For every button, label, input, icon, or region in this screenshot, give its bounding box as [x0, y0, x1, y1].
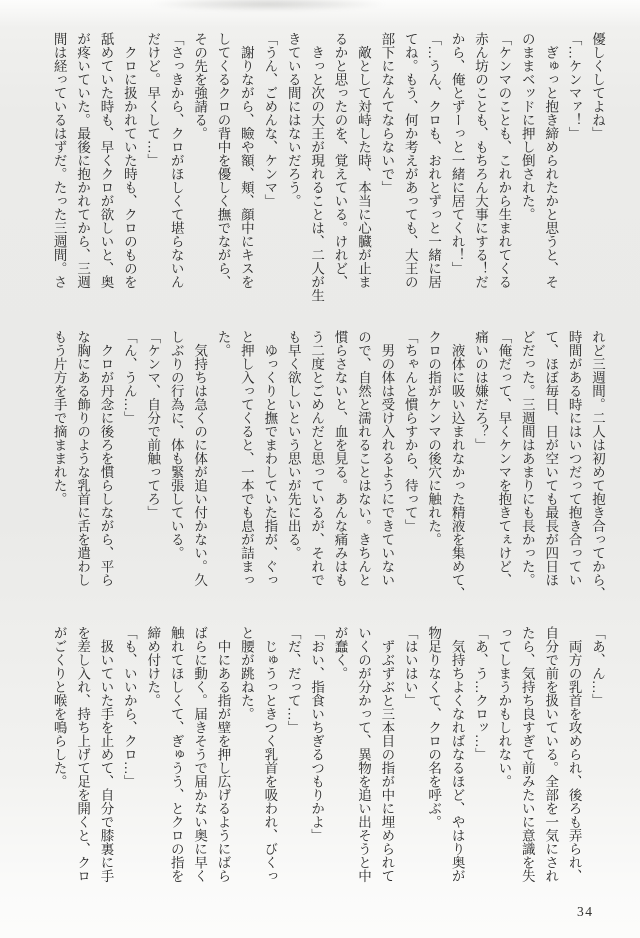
text-column: 部下になんてならないで」 [379, 32, 395, 194]
text-column: 両方の乳首を攻められ、後ろも弄られ、 [566, 626, 582, 883]
text-column: 気持ちよくなればなるほど、やはり奥が [449, 626, 465, 883]
text-column: クロに扱かれていた時も、クロのものを [121, 32, 137, 289]
text-column: してくるクロの背中を優しく撫でながら、 [215, 32, 231, 289]
text-column: ばらに動く。届きそうで届かない奥に早く [192, 626, 208, 883]
text-column: 「も、いいから、クロ…」 [121, 626, 137, 788]
text-column: どだった。三週間はあまりにも長かった。 [519, 330, 535, 587]
text-column: 男の体は受け入れるようにできていない [379, 330, 395, 587]
text-column: いくのが分かって、異物を追い出そうと中 [355, 626, 371, 883]
text-column: も早く欲しいという思いが先に出る。 [285, 330, 301, 560]
text-column: 間は経っているはずだ。たった三週間。さ [51, 32, 67, 289]
text-column: が疼いていた。最後に抱かれてから、三週 [75, 32, 91, 289]
text-column: 自分で前を扱いている。全部を一気にされ [543, 626, 559, 883]
text-column: しぶりの行為に、体も緊張している。 [168, 330, 184, 560]
text-column: 触れてほしくて、ぎゅうう、とクロの指を [168, 626, 184, 883]
text-column: クロの指がケンマの後穴に触れた。 [426, 330, 442, 546]
text-column: 「うん、ごめんな、ケンマ」 [262, 32, 278, 208]
text-column: ので、自然と濡れることはない。きちんと [355, 330, 371, 587]
text-column: 液体に吸い込まれなかった精液を集めて、 [449, 330, 465, 600]
text-column: 優しくしてよね」 [590, 32, 605, 140]
text-column: が蠢く。 [332, 626, 348, 680]
text-column: ゆっくりと撫でまわしていた指が、ぐっ [262, 330, 278, 587]
text-column: 慣らさないと、血を見る。あんな痛みはも [332, 330, 348, 587]
text-column: 「ケンマのことも、これから生まれてくる [496, 32, 512, 289]
text-column: 物足りなくて、クロの名を呼ぶ。 [426, 626, 442, 829]
text-column: クロが丹念に後ろを慣らしながら、平ら [98, 330, 114, 587]
text-column: 中にある指が壁を押し広げるようにばら [215, 626, 231, 883]
text-column: きている間にはないだろう。 [285, 32, 301, 208]
text-column: 気持ちは急くのに体が追い付かない。久 [192, 330, 208, 587]
text-column: 扱いていた手を止めて、自分で膝裏に手 [98, 626, 114, 883]
text-column: 「俺だって、早くケンマを抱きてぇけど、 [496, 330, 512, 587]
text-column: てね。もう、何か考えがあっても、大王の [402, 32, 418, 289]
text-column: 「はいはい」 [402, 626, 418, 707]
text-column: 痛いのは嫌だろ？」 [472, 330, 488, 452]
text-column: 敵として対峙した時、本当に心臓が止ま [355, 32, 371, 289]
text-column: 謝りながら、瞼や額、頬、顔中にキスを [238, 32, 254, 289]
text-column: から、俺とずーっと一緒に居てくれ！」 [449, 32, 465, 275]
text-column: 「さっきから、クロがほしくて堪らないん [168, 32, 184, 289]
text-band-1 [47, 32, 609, 310]
text-band-3 [47, 626, 609, 904]
text-column: れど三週間。二人は初めて抱き合ってから、 [590, 330, 605, 600]
text-column: きっと次の大王が現れることは、二人が生 [309, 32, 325, 302]
text-column: と押し入ってくると、一本でも息が詰まっ [238, 330, 254, 587]
text-column: 「おい、指食いちぎるつもりかよ」 [309, 626, 325, 842]
text-column: 「だ、だって…」 [285, 626, 301, 734]
text-column: もう片方を手で摘ままれた。 [51, 330, 67, 506]
text-column: 「ん、うん…」 [121, 330, 137, 425]
text-column: う二度とごめんだと思っているが、それで [309, 330, 325, 587]
text-column: がごくりと喉を鳴らした。 [51, 626, 67, 788]
text-column: な胸にある飾りのような乳首に舌を遣わし [75, 330, 91, 587]
text-column: その先を強請る。 [192, 32, 208, 140]
page-number: 34 [577, 904, 594, 919]
text-column: 「あ、ん…」 [590, 626, 605, 707]
scan-artifact-smudge [148, 0, 388, 11]
text-column: 「あ、う…クロッ…」 [472, 626, 488, 761]
text-column: た。 [215, 330, 231, 357]
text-column: 舐めていた時も、早くクロが欲しいと、奥 [98, 32, 114, 289]
text-column: のままベッドに押し倒された。 [519, 32, 535, 221]
text-column: を差し入れ、持ち上げて足を開くと、クロ [75, 626, 91, 883]
text-column: ぎゅっと抱き締められたかと思うと、そ [543, 32, 559, 289]
text-column: 「ちゃんと慣らすから、待って」 [402, 330, 418, 533]
text-column: たら、気持ち良すぎて前みたいに意識を失 [519, 626, 535, 883]
text-column: 締め付けた。 [145, 626, 161, 707]
text-column: と腰が跳ねた。 [238, 626, 254, 721]
text-column: て、ほぼ毎日、日が空いても最長が四日ほ [543, 330, 559, 587]
text-column: じゅうっときつく乳首を吸われ、びくっ [262, 626, 278, 883]
text-band-2 [47, 330, 609, 608]
text-column: だけど。早くして…」 [145, 32, 161, 167]
text-column: ずぶずぶと三本目の指が中に埋められて [379, 626, 395, 883]
text-column: 「ケンマ、自分で前触ってろ」 [145, 330, 161, 519]
text-column: 「…うん、クロも、おれとずっと一緒に居 [426, 32, 442, 289]
text-column: 赤ん坊のことも、もちろん大事にする！だ [472, 32, 488, 289]
text-column: 時間がある時にはいつだって抱き合ってい [566, 330, 582, 587]
text-column: 「…ケンマァ！」 [566, 32, 582, 140]
text-column: ってしまうかもしれない。 [496, 626, 512, 788]
text-column: るかと思ったのを、覚えている。けれど、 [332, 32, 348, 289]
